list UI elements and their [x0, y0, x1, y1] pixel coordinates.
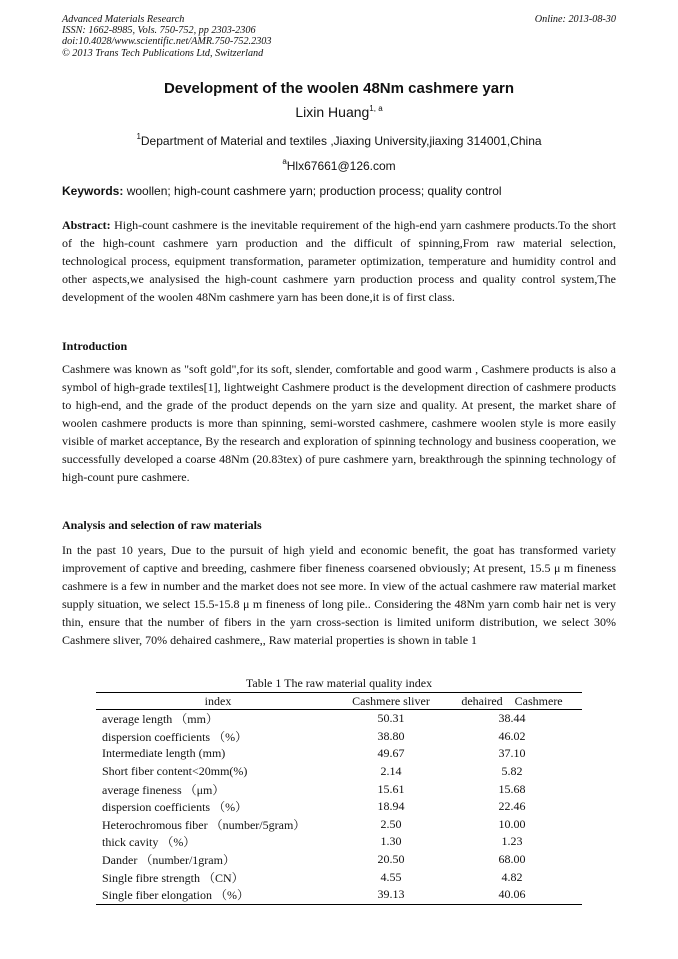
cell-index: Single fiber elongation （%） [96, 886, 340, 904]
cell-cashmere-sliver: 49.67 [377, 746, 405, 761]
copyright: © 2013 Trans Tech Publications Ltd, Switzerland [62, 47, 264, 59]
cell-dehaired-cashmere: 5.82 [501, 764, 523, 779]
table-row [96, 780, 582, 798]
table-row [96, 763, 582, 781]
affiliation-text: Department of Material and textiles ,Jiaxing University,jiaxing 314001,China [140, 134, 542, 148]
table-row [96, 816, 582, 834]
cell-cashmere-sliver: 20.50 [377, 852, 405, 867]
cell-cashmere-sliver: 2.50 [380, 816, 402, 831]
cell-dehaired-cashmere: 46.02 [498, 728, 526, 743]
cell-dehaired-cashmere: 38.44 [498, 711, 526, 726]
cell-index: dispersion coefficients （%） [102, 800, 248, 815]
cell-cashmere-sliver: 39.13 [340, 886, 442, 904]
abstract-label: Abstract: [62, 218, 111, 232]
doi: doi:10.4028/www.scientific.net/AMR.750-752.2303 [62, 36, 272, 48]
cell-index: Intermediate length (mm) [102, 746, 226, 761]
table-row [96, 868, 582, 886]
cell-index: average length （mm） [102, 712, 218, 727]
table-row [96, 886, 582, 904]
cell-dehaired-cashmere: 1.23 [501, 834, 523, 849]
table-header-row [96, 693, 582, 710]
table-caption: Table 1 The raw material quality index [245, 676, 433, 690]
table-row [96, 833, 582, 851]
email-line [0, 159, 678, 173]
analysis-text: In the past 10 years, Due to the pursuit of high yield and economic benefit, the goat has transformed variety improvement of captive and breeding, cashmere fiber fineness coarsened obviously; At present, 15.5 μ m fineness cashmere is a few in number and the market does not see more. In view of the actual cashmere raw material market supply situation, we select 15.5-15.8 μ m fineness of long pile.. Considering the 48Nm yarn comb hair net is very thin, ensure that the number of fibers in the yarn cross-section is limited uniform distribution, we select 30% Cashmere sliver, 70% dehaired cashmere,, Raw material properties is shown in table 1 [62, 543, 616, 647]
issn: ISSN: 1662-8985, Vols. 750-752, pp 2303-2306 [62, 25, 256, 37]
cell-index: Short fiber content<20mm(%) [102, 764, 248, 779]
cell-index: Single fibre strength （CN） [102, 870, 244, 885]
author-line [0, 104, 678, 120]
keywords-label: Keywords: [62, 184, 124, 198]
keywords-text: woollen; high-count cashmere yarn; production process; quality control [123, 184, 502, 198]
raw-material-table [96, 692, 582, 905]
table-body [96, 710, 582, 905]
author-superscript: 1, a [369, 104, 383, 113]
cell-cashmere-sliver: 18.94 [377, 799, 405, 814]
cell-index: thick cavity （%） [102, 835, 196, 850]
cell-cashmere-sliver: 1.30 [380, 834, 402, 849]
keywords [62, 184, 616, 198]
cell-index: Dander （number/1gram） [102, 853, 235, 868]
author-name: Lixin Huang [295, 104, 370, 120]
journal-metadata [62, 14, 616, 59]
affiliation [0, 134, 678, 148]
cell-index: average fineness （μm） [102, 782, 225, 797]
table-row [96, 851, 582, 869]
table-row [96, 745, 582, 763]
cell-cashmere-sliver: 15.61 [377, 781, 405, 796]
table-row [96, 710, 582, 728]
cell-dehaired-cashmere: 40.06 [442, 886, 582, 904]
cell-dehaired-cashmere: 68.00 [498, 852, 526, 867]
cell-dehaired-cashmere: 15.68 [498, 781, 526, 796]
cell-index: dispersion coefficients （%） [102, 729, 248, 744]
cell-cashmere-sliver: 38.80 [377, 728, 405, 743]
journal-name: Advanced Materials Research [62, 14, 185, 25]
cell-cashmere-sliver: 2.14 [380, 764, 402, 779]
cell-dehaired-cashmere: 10.00 [498, 816, 526, 831]
paper-title: Development of the woolen 48Nm cashmere yarn [163, 80, 515, 97]
cell-dehaired-cashmere: 4.82 [501, 869, 523, 884]
abstract [62, 216, 616, 306]
email-superscript: a [282, 157, 287, 166]
cell-index: Heterochromous fiber （number/5gram） [102, 817, 306, 832]
table-row [96, 728, 582, 746]
introduction-text: Cashmere was known as "soft gold",for its soft, slender, comfortable and good warm , Cashmere products is also a symbol of high-grade textiles[1], lightweight Cashmere product is the development direction of cashmere products to high-end, and the grade of the product depends on the yarn size and quality. At present, the market share of woolen cashmere products is more than spinning, semi-worsted cashmere, cashmere woolen style is more easily visible of market acceptance, By the research and exploration of spinning technology and business cooperation, we successfully developed a coarse 48Nm (20.83tex) of pure cashmere yarn, breakthrough the spinning technology of high-count pure cashmere. [62, 362, 616, 484]
analysis-heading: Analysis and selection of raw materials [62, 518, 262, 532]
cell-dehaired-cashmere: 37.10 [498, 746, 526, 761]
column-header-dehaired-cashmere: dehaired Cashmere [442, 693, 582, 710]
email-address: Hlx67661@126.com [286, 159, 396, 173]
cell-cashmere-sliver: 50.31 [377, 711, 405, 726]
cell-dehaired-cashmere: 22.46 [498, 799, 526, 814]
column-header-index: index [96, 693, 340, 710]
cell-cashmere-sliver: 4.55 [380, 869, 402, 884]
introduction-heading: Introduction [62, 339, 128, 353]
table-row [96, 798, 582, 816]
abstract-text: High-count cashmere is the inevitable requirement of the high-end yarn cashmere products.To the short of the high-count cashmere yarn production and the difficult of spinning,From raw material selection, technological process, equipment transformation, parameter optimization, temperature and humidity control and other aspects,we analysised the high-count cashmere yarn production process and quality control system,The development of the woolen 48Nm cashmere yarn has been done,it is of first class. [62, 218, 616, 304]
online-date: Online: 2013-08-30 [534, 14, 616, 25]
affiliation-superscript: 1 [136, 132, 141, 141]
column-header-cashmere-sliver: Cashmere sliver [340, 693, 442, 710]
